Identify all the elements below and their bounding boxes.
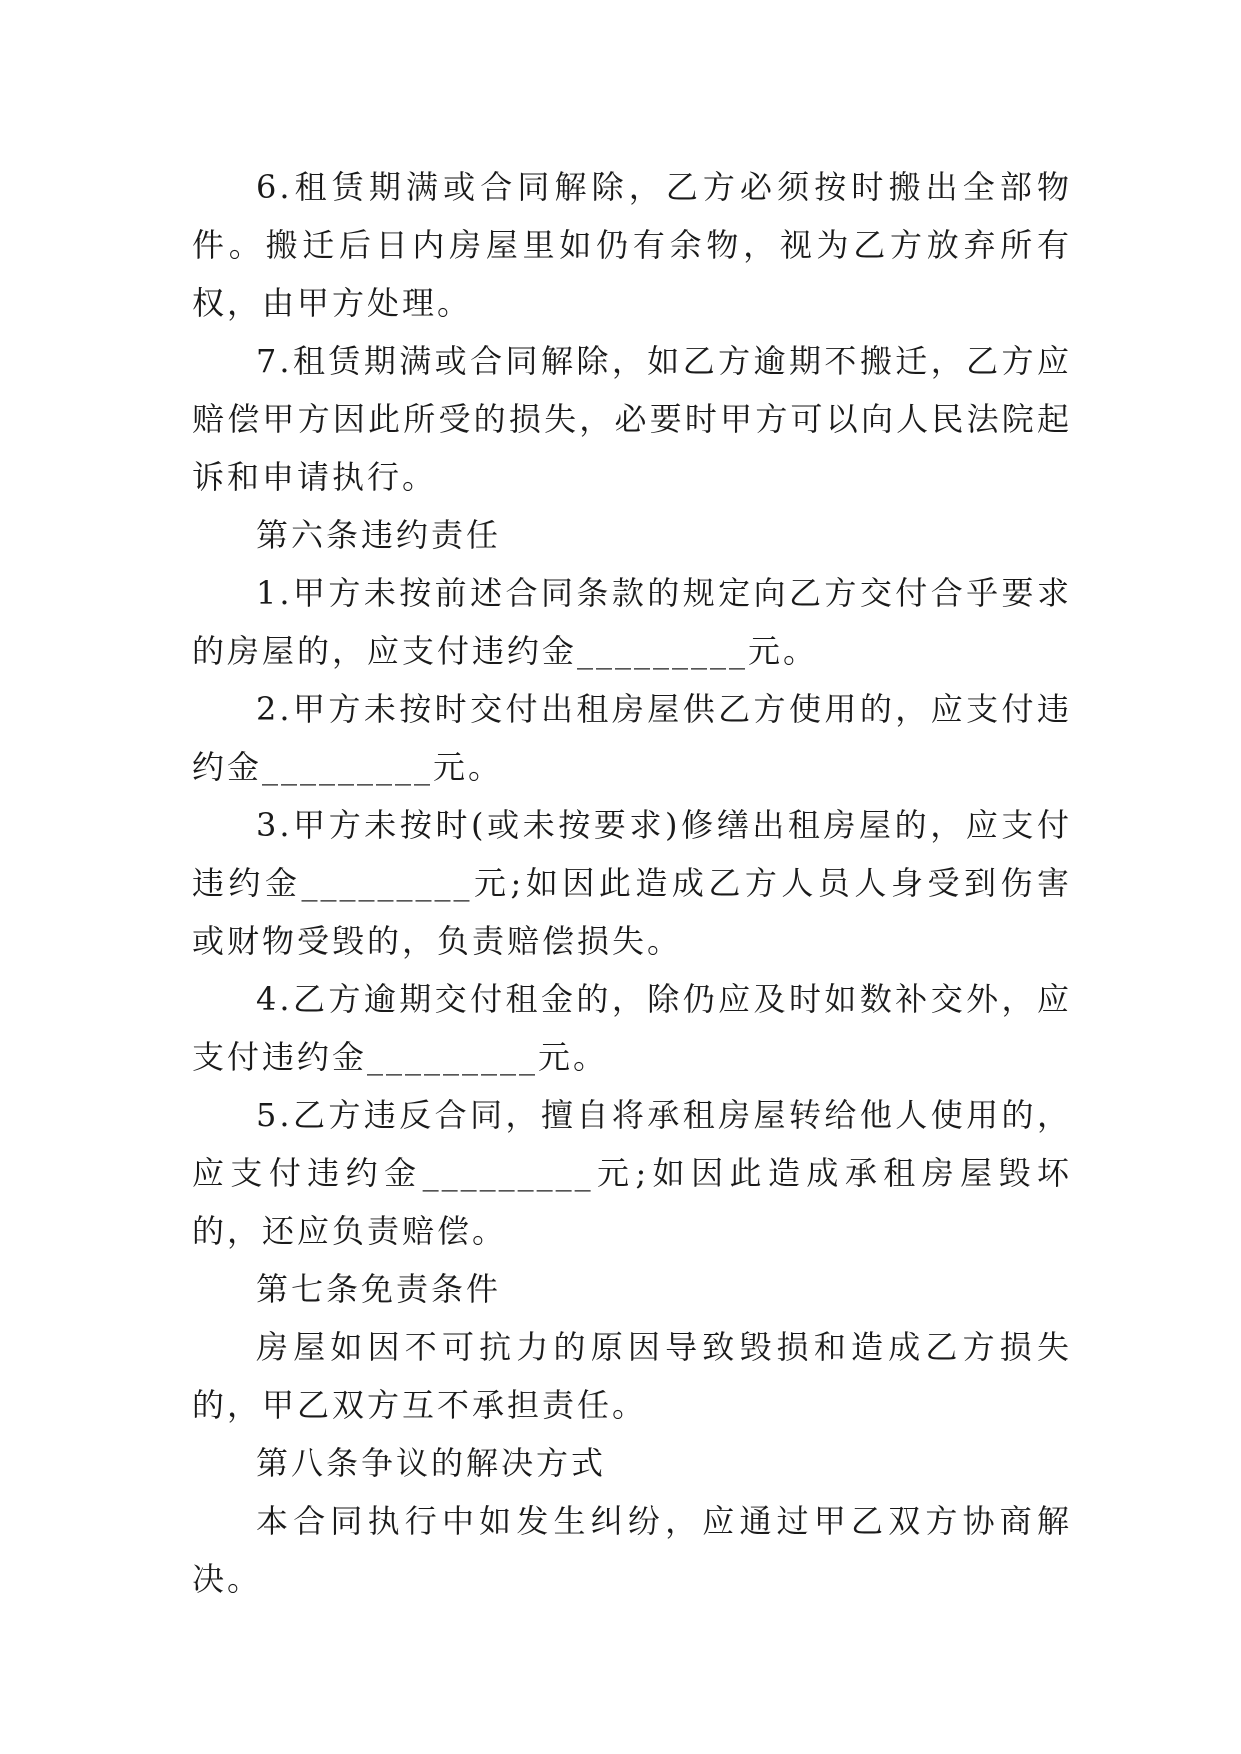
clause-6-heading: 第六条违约责任 xyxy=(256,516,502,554)
clause-6-item-2: 2.甲方未按时交付出租房屋供乙方使用的，应支付违约金_________元。 xyxy=(192,690,1072,786)
clause-5-item-6: 6.租赁期满或合同解除，乙方必须按时搬出全部物件。搬迁后日内房屋里如仍有余物，视为乙方放弃所有权，由甲方处理。 xyxy=(192,168,1072,322)
clause-6-item-3: 3.甲方未按时(或未按要求)修缮出租房屋的，应支付违约金_________元;如因此造成乙方人员人身受到伤害或财物受毁的，负责赔偿损失。 xyxy=(192,806,1072,960)
clause-6-item-4: 4.乙方逾期交付租金的，除仍应及时如数补交外，应支付违约金_________元。 xyxy=(192,980,1072,1076)
clause-8-heading: 第八条争议的解决方式 xyxy=(256,1444,607,1482)
clause-6-item-1: 1.甲方未按前述合同条款的规定向乙方交付合乎要求的房屋的，应支付违约金_________元。 xyxy=(192,574,1072,670)
clause-6-item-5: 5.乙方违反合同，擅自将承租房屋转给他人使用的，应支付违约金_________元;如因此造成承租房屋毁坏的，还应负责赔偿。 xyxy=(192,1096,1072,1250)
clause-7-heading: 第七条免责条件 xyxy=(256,1270,502,1308)
clause-7-body: 房屋如因不可抗力的原因导致毁损和造成乙方损失的，甲乙双方互不承担责任。 xyxy=(192,1328,1072,1424)
document-body xyxy=(192,158,1072,1608)
clause-8-body: 本合同执行中如发生纠纷，应通过甲乙双方协商解决。 xyxy=(192,1502,1072,1598)
clause-5-item-7: 7.租赁期满或合同解除，如乙方逾期不搬迁，乙方应赔偿甲方因此所受的损失，必要时甲方可以向人民法院起诉和申请执行。 xyxy=(192,342,1072,496)
